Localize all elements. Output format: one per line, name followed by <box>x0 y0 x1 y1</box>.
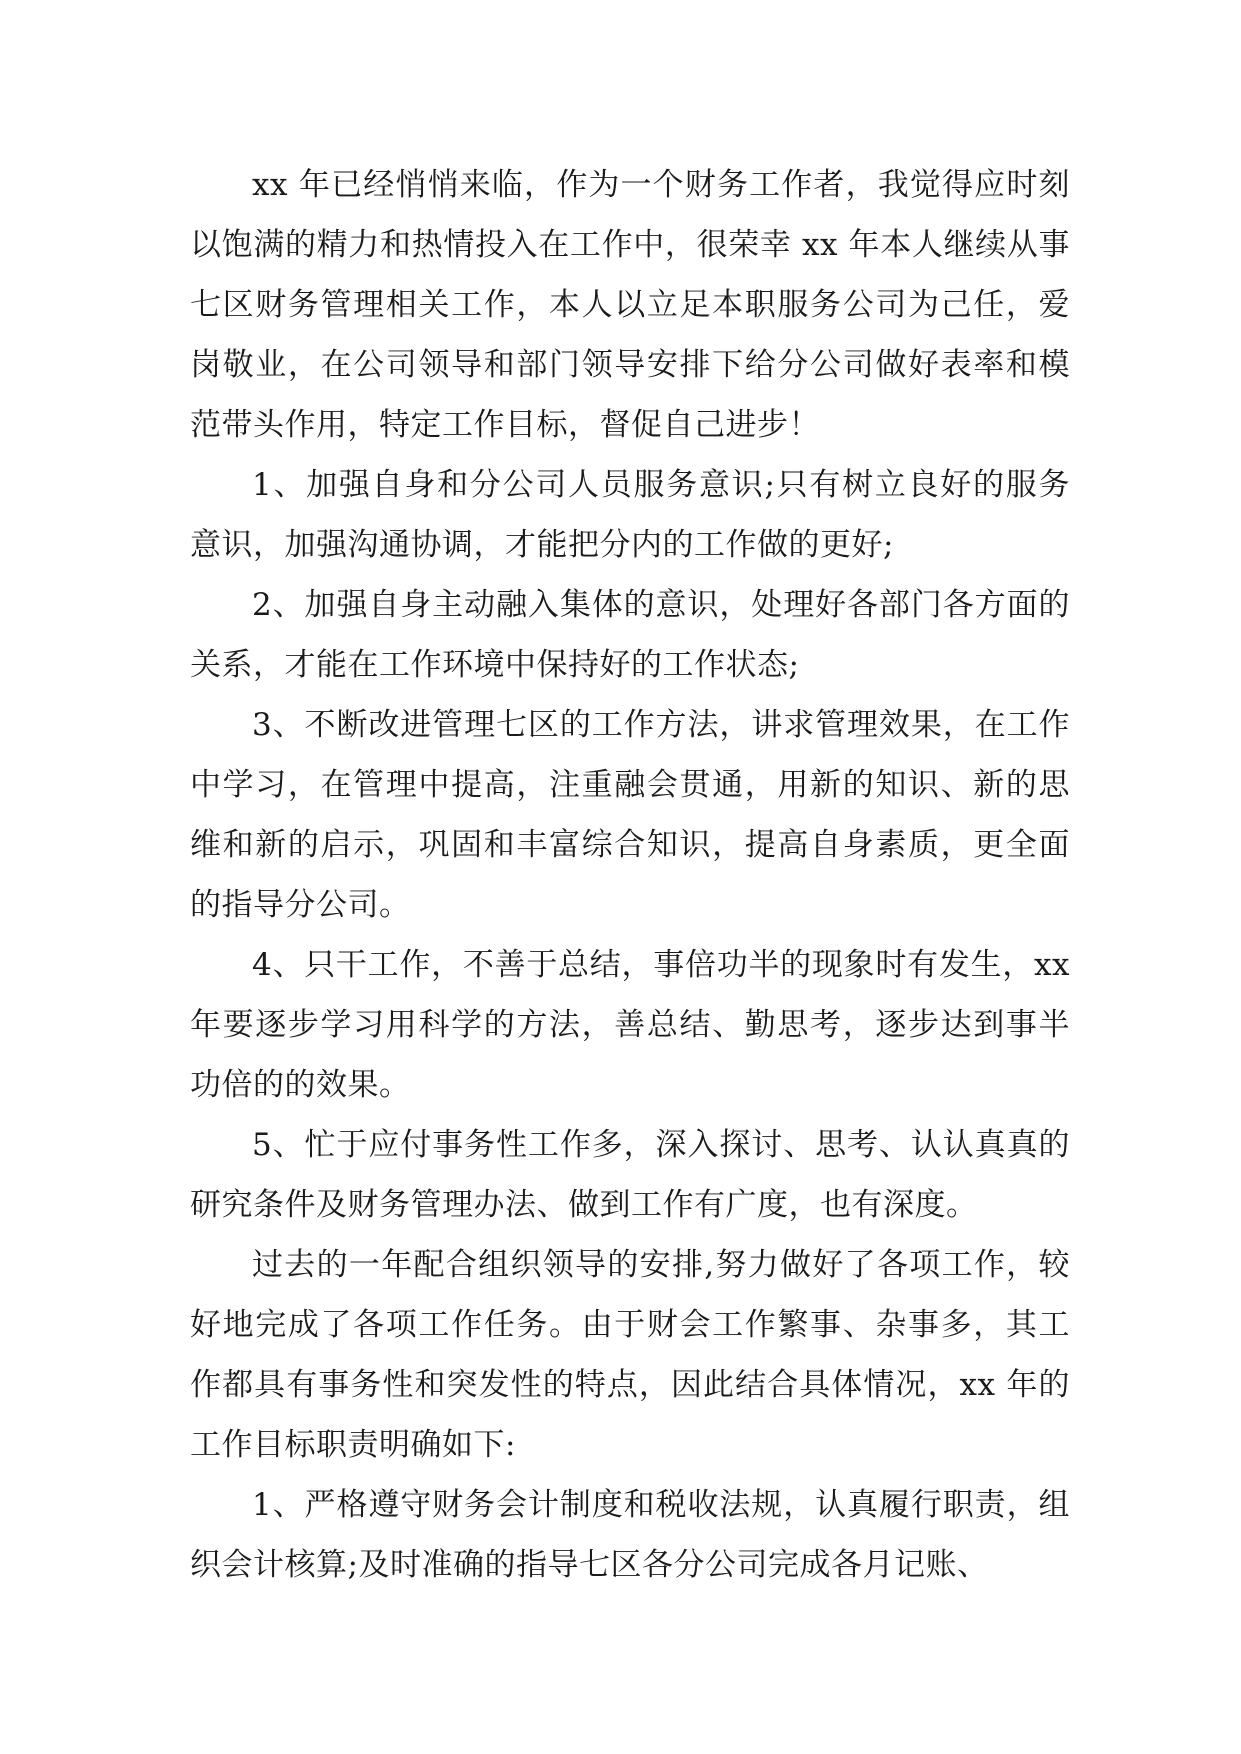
goal-item-4: 4、只干工作，不善于总结，事倍功半的现象时有发生，xx 年要逐步学习用科学的方法，善总结、勤思考，逐步达到事半功倍的的效果。 <box>190 947 1070 1103</box>
duty-item-1: 1、严格遵守财务会计制度和税收法规，认真履行职责，组织会计核算;及时准确的指导七区各分公司完成各月记账、 <box>190 1487 1070 1583</box>
goal-item-5: 5、忙于应付事务性工作多，深入探讨、思考、认认真真的研究条件及财务管理办法、做到工作有广度，也有深度。 <box>190 1127 1070 1223</box>
review-paragraph: 过去的一年配合组织领导的安排,努力做好了各项工作，较好地完成了各项工作任务。由于财会工作繁事、杂事多，其工作都具有事务性和突发性的特点，因此结合具体情况，xx 年的工作目标职责明确如下: <box>190 1247 1070 1463</box>
goal-item-3: 3、不断改进管理七区的工作方法，讲求管理效果，在工作中学习，在管理中提高，注重融会贯通，用新的知识、新的思维和新的启示，巩固和丰富综合知识，提高自身素质，更全面的指导分公司。 <box>190 707 1070 923</box>
goal-item-1: 1、加强自身和分公司人员服务意识;只有树立良好的服务意识，加强沟通协调，才能把分内的工作做的更好; <box>190 467 1070 563</box>
document-body <box>190 155 1070 1595</box>
goal-item-2: 2、加强自身主动融入集体的意识，处理好各部门各方面的关系，才能在工作环境中保持好的工作状态; <box>190 587 1070 683</box>
intro-paragraph: xx 年已经悄悄来临，作为一个财务工作者，我觉得应时刻以饱满的精力和热情投入在工作中，很荣幸 xx 年本人继续从事七区财务管理相关工作，本人以立足本职服务公司为己任，爱岗敬业，在公司领导和部门领导安排下给分公司做好表率和模范带头作用，特定工作目标，督促自己进步！ <box>190 167 1070 443</box>
